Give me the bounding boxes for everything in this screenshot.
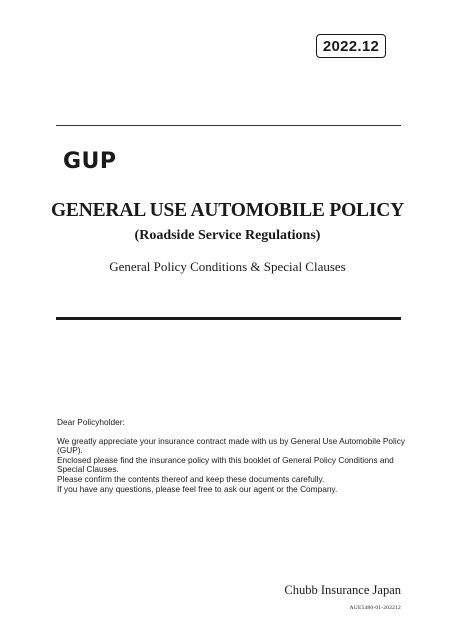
company-name: Chubb Insurance Japan [284,583,401,597]
letter-line: Enclosed please find the insurance policy with this booklet of General Policy Conditions and Special Clauses. [57,454,394,475]
policy-code: GUP [63,149,117,174]
policy-conditions-heading: General Policy Conditions & Special Clauses [109,259,346,274]
edition-date-badge: 2022.12 [316,34,386,58]
document-code: AUE5480-01-202212 [349,605,401,611]
policyholder-letter [57,418,407,494]
bottom-divider [56,317,401,320]
top-divider [56,125,401,126]
letter-line: If you have any questions, please feel free to ask our agent or the Company. [57,483,338,494]
policy-title: GENERAL USE AUTOMOBILE POLICY [50,200,405,221]
policy-subtitle: (Roadside Service Regulations) [134,228,321,243]
letter-line: We greatly appreciate your insurance contract made with us by General Use Automobile Policy (GUP). [57,435,406,456]
letter-line: Please confirm the contents thereof and keep these documents carefully. [57,473,325,484]
letter-greeting: Dear Policyholder: [57,417,125,427]
